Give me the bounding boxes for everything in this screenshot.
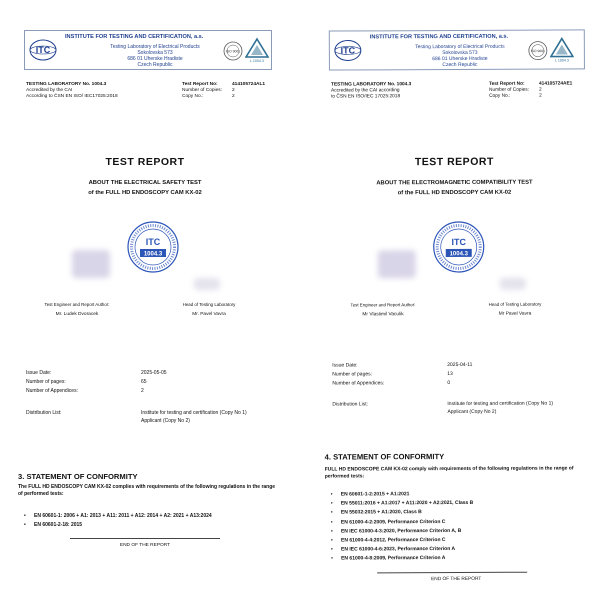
list-item: • EN IEC 61000-4-6:2023, Performance Criterion A	[341, 545, 474, 555]
accreditation-line-1: Accredited by the CAI according	[331, 88, 400, 94]
stamp-number: 1004.3	[449, 251, 468, 258]
copy-no: 2	[232, 94, 235, 100]
report-meta	[489, 81, 572, 100]
list-item: • EN 61000-4-8:2009, Performance Criterion A	[341, 554, 474, 564]
pages: 13	[447, 370, 453, 377]
list-item: • EN 60601-2-18: 2015	[34, 521, 212, 530]
copy-no-label: Copy No.:	[489, 94, 511, 100]
list-item: • EN 55032:2015 + A1:2020, Class B	[341, 508, 474, 518]
iso-seal-text: ISO 9001	[530, 49, 546, 54]
pages-label: Number of pages:	[26, 378, 66, 385]
issue-date: 2025-04-11	[447, 361, 473, 369]
appendices: 2	[141, 387, 144, 394]
end-of-report: END OF THE REPORT	[431, 576, 482, 583]
institute-address	[85, 44, 225, 68]
accreditation-line-2: According to ČSN EN ISO/ IEC17025:2018	[26, 94, 118, 100]
distribution-item-2: Applicant (Copy No 2)	[447, 408, 497, 416]
cai-logo-text: L 1004.3	[250, 59, 264, 63]
report-title: TEST REPORT	[414, 155, 494, 169]
list-item: • EN 61000-4-2:2009, Performance Criterion C	[341, 518, 474, 528]
country: Czech Republic	[442, 61, 478, 69]
section-title: 4. STATEMENT OF CONFORMITY	[324, 452, 445, 462]
lab-name: Testing Laboratory of Electrical Products	[415, 43, 505, 51]
issue-date-label: Issue Date:	[26, 370, 52, 376]
stamp-logo-text: ITC	[451, 236, 466, 248]
report-subtitle-1: ABOUT THE ELECTROMAGNETIC COMPATIBILITY TEST	[376, 179, 533, 187]
list-item: • EN IEC 61000-4-3:2020, Performance Criterion A, B	[341, 527, 474, 537]
itc-logo-text: ITC	[35, 45, 51, 55]
report-subtitle-2: of the FULL HD ENDOSCOPY CAM KX-02	[88, 190, 202, 196]
distribution-label: Distribution List:	[26, 410, 62, 416]
signature-right	[194, 278, 220, 290]
report-no: 414105724AL1	[232, 82, 266, 87]
stamp-number: 1004.3	[143, 251, 163, 258]
author-name: Mr Vlastimil Vaculik	[362, 312, 404, 318]
head-role: Head of Testing Laboratory	[182, 302, 236, 307]
divider	[377, 572, 527, 574]
cai-accreditation-icon	[550, 36, 574, 62]
divider	[70, 538, 220, 539]
iso-seal-icon	[528, 41, 548, 61]
cai-accreditation-icon	[245, 37, 269, 63]
copies-label: Number of Copies:	[489, 87, 530, 94]
letterhead	[24, 30, 272, 70]
report-subtitle-2: of the FULL HD ENDOSCOPY CAM KX-02	[397, 189, 512, 197]
lab-name: Testing Laboratory of Electrical Products	[110, 44, 200, 50]
issue-date: 2025-05-05	[141, 370, 167, 376]
standards-list	[341, 490, 474, 564]
iso-seal-text: ISO 9001	[225, 49, 241, 54]
street: Sokolovska 573	[442, 49, 478, 57]
head-name: Mr Pavel Vavra	[498, 311, 532, 317]
signature-left	[378, 250, 416, 278]
distribution-list	[26, 409, 247, 425]
laboratory-stamp-icon	[432, 220, 486, 274]
issue-info	[332, 361, 472, 388]
itc-logo-icon	[334, 39, 362, 61]
end-of-report: END OF THE REPORT	[119, 543, 171, 548]
street: Sokolovska 573	[137, 50, 173, 56]
standards-list	[34, 512, 212, 530]
iso-seal-icon	[223, 41, 243, 61]
copies: 2	[232, 88, 235, 94]
issue-info	[26, 369, 167, 395]
section-title: 3. STATEMENT OF CONFORMITY	[18, 472, 138, 481]
accreditation-line-2: to ČSN EN ISO/IEC 17025:2018	[331, 94, 401, 100]
conformity-text: FULL HD ENDOSCOPE CAM KX-02 comply with requirements of the following regulations in the range of performed tests:	[324, 465, 574, 480]
distribution-label: Distribution List:	[332, 401, 368, 408]
conformity-text: The FULL HD ENDOSCOPY CAM KX-02 complies with requirements of the following regulations in the range of performed tests:	[18, 484, 276, 498]
lab-number: TESTING LABORATORY No. 1004.3	[331, 82, 412, 88]
pages: 65	[141, 378, 147, 385]
report-page-electrical-safety	[14, 22, 276, 600]
cai-logo-text: L 1004.3	[554, 58, 569, 63]
city: 686 01 Uherske Hradiste	[432, 55, 488, 63]
copy-no: 2	[539, 94, 542, 100]
list-item: • EN 60601-1: 2006 + A1: 2013 + A11: 2011 + A12: 2014 + A2: 2021 + A13:2024	[34, 512, 212, 521]
author-role: Test Engineer and Report Author:	[44, 302, 110, 307]
report-meta	[182, 82, 265, 101]
signature-right	[500, 278, 526, 290]
appendices-label: Number of Appendices:	[26, 387, 78, 394]
distribution-item-2: Applicant (Copy No 2)	[141, 418, 190, 424]
lab-number: TESTING LABORATORY No. 1004.3	[26, 82, 107, 87]
report-title: TEST REPORT	[105, 156, 185, 168]
itc-logo-icon	[29, 39, 57, 61]
institute-name: INSTITUTE FOR TESTING AND CERTIFICATION, a.s.	[65, 34, 204, 40]
list-item: • EN 60601-1-2:2015 + A1:2021	[341, 490, 474, 500]
stamp-logo-text: ITC	[145, 237, 161, 247]
copy-no-label: Copy No.:	[182, 94, 204, 100]
distribution-item-1: Institute for testing and certification (Copy No 1)	[447, 400, 554, 408]
distribution-list	[332, 400, 553, 417]
accreditation-line-1: Accredited by the CAI	[26, 88, 73, 94]
issue-date-label: Issue Date:	[332, 362, 358, 369]
institute-address	[390, 44, 530, 69]
author-role: Test Engineer and Report Author:	[350, 302, 416, 308]
accreditation-block	[26, 82, 118, 101]
report-page-emc	[319, 21, 592, 600]
author-name: Mr. Ludek Dvoracek	[55, 312, 99, 317]
city: 686 01 Uherske Hradiste	[127, 56, 183, 62]
report-no-label: Test Report No:	[489, 81, 525, 87]
appendices-label: Number of Appendices:	[332, 379, 385, 387]
accreditation-block	[331, 82, 411, 101]
appendices: 0	[447, 379, 451, 386]
copies: 2	[539, 87, 542, 93]
list-item: • EN 55011:2016 + A1:2017 + A11:2020 + A2:2021, Class B	[341, 499, 474, 509]
copies-label: Number of Copies:	[182, 88, 222, 94]
letterhead	[329, 29, 585, 70]
signature-left	[72, 250, 110, 278]
report-no-label: Test Report No:	[182, 82, 218, 87]
head-name: Mr. Pavel Vavra	[192, 312, 226, 317]
report-no: 414105724AE1	[539, 81, 573, 87]
pages-label: Number of pages:	[332, 371, 373, 378]
head-role: Head of Testing Laboratory	[488, 301, 542, 307]
distribution-item-1: Institute for testing and certification (Copy No 1)	[141, 410, 247, 416]
institute-name: INSTITUTE FOR TESTING AND CERTIFICATION, a.s.	[369, 33, 509, 41]
laboratory-stamp-icon	[126, 220, 180, 274]
list-item: • EN 61000-4-4:2012, Performance Criterion C	[341, 536, 474, 546]
report-subtitle-1: ABOUT THE ELECTRICAL SAFETY TEST	[88, 180, 202, 186]
country: Czech Republic	[137, 62, 173, 68]
itc-logo-text: ITC	[340, 45, 356, 56]
